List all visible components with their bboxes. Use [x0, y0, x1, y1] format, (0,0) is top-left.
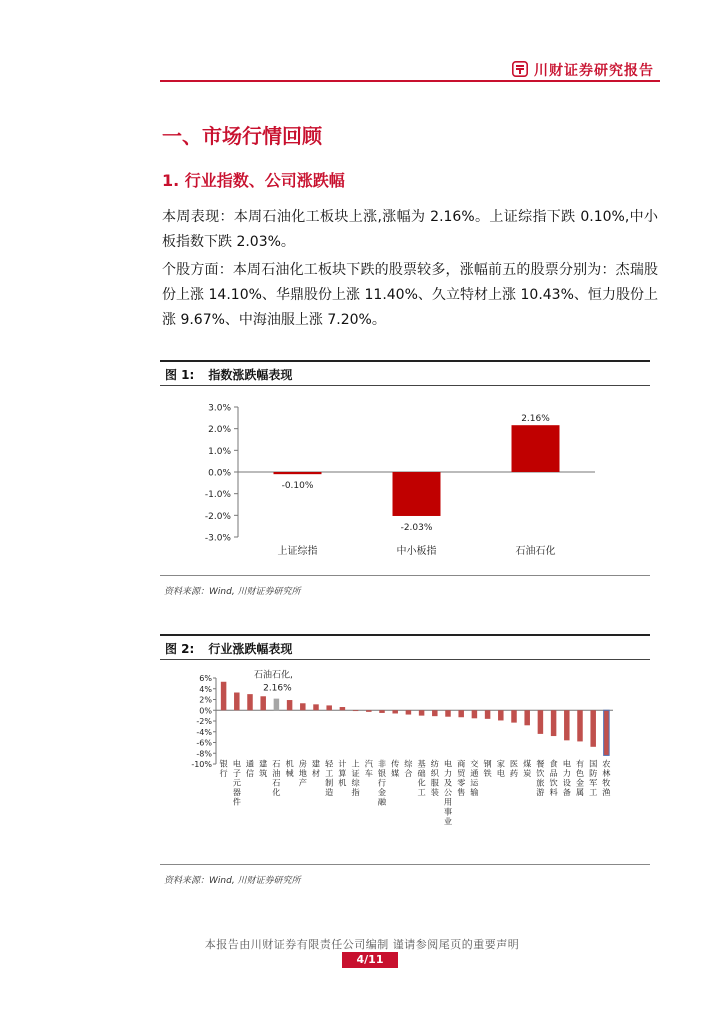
- data-label: -0.10%: [281, 481, 314, 492]
- bar-计算机: [340, 707, 346, 710]
- y-tick-label: 6%: [199, 674, 212, 683]
- bar-家电: [498, 710, 504, 720]
- x-category-label: 基础化工: [417, 758, 426, 798]
- y-tick-label: -2.0%: [204, 511, 231, 522]
- x-category-label: 通信: [245, 758, 255, 778]
- bar-石油石化: [274, 699, 280, 711]
- x-category-label: 电子元器件: [232, 758, 241, 807]
- y-tick-label: -6%: [196, 738, 212, 748]
- bar-银行: [221, 682, 227, 710]
- x-category-label: 家电: [496, 758, 505, 778]
- x-category-label: 煤炭: [523, 758, 532, 778]
- bar-电力设备: [564, 710, 570, 740]
- bar-房地产: [300, 703, 306, 710]
- bar-轻工制造: [326, 705, 332, 710]
- bar-中小板指: [393, 472, 441, 516]
- x-category-label: 上证综指: [277, 546, 318, 557]
- bar-农林牧渔: [604, 710, 610, 755]
- x-category-label: 房地产: [298, 758, 307, 788]
- figure2-source: 资料来源：Wind, 川财证券研究所: [164, 876, 301, 886]
- bar-煤炭: [524, 710, 530, 725]
- x-category-label: 建筑: [259, 758, 268, 778]
- bar-机械: [287, 700, 293, 710]
- x-category-label: 商贸零售: [457, 758, 466, 798]
- data-label: 2.16%: [521, 414, 550, 425]
- y-tick-label: -3.0%: [204, 533, 231, 544]
- bar-上证综指: [353, 710, 359, 711]
- figure1-source: 资料来源：Wind, 川财证券研究所: [164, 587, 301, 597]
- x-category-label: 计算机: [338, 758, 347, 788]
- x-category-label: 石油石化: [272, 758, 281, 798]
- x-category-label: 机械: [285, 758, 294, 778]
- figure1-header-rule: [160, 385, 650, 386]
- figure2-title-text: 行业涨跌幅表现: [208, 642, 293, 656]
- bar-餐饮旅游: [538, 710, 544, 734]
- figure1-top-rule: [160, 360, 650, 362]
- y-tick-label: -4%: [196, 727, 212, 737]
- bar-医药: [511, 710, 517, 722]
- section-title: 一、市场行情回顾: [162, 124, 322, 148]
- bar-建筑: [260, 696, 266, 710]
- header-brand: 川财证券研究报告: [534, 63, 654, 79]
- bar-建材: [313, 704, 319, 710]
- page-number: 4/11: [342, 952, 398, 968]
- x-category-label: 建材: [311, 758, 321, 778]
- y-tick-label: 1.0%: [208, 446, 231, 457]
- highlight-annotation-value: 2.16%: [263, 683, 292, 694]
- y-tick-label: -10%: [191, 760, 212, 769]
- x-category-label: 钢铁: [483, 758, 492, 778]
- y-tick-label: 0.0%: [208, 468, 231, 479]
- x-category-label: 纺织服装: [430, 758, 439, 798]
- data-label: -2.03%: [400, 522, 433, 533]
- figure2-header-rule: [160, 659, 650, 660]
- cai-logo-icon: [512, 61, 528, 77]
- bar-国防军工: [590, 710, 596, 747]
- figure1-bottom-rule: [160, 575, 650, 576]
- bar-电子元器件: [234, 693, 240, 711]
- figure1-title-text: 指数涨跌幅表现: [208, 368, 293, 382]
- x-category-label: 非银行金融: [377, 758, 387, 807]
- y-tick-label: 4%: [199, 684, 212, 694]
- figure1-title: [165, 366, 292, 383]
- paragraph-stock-performance: 个股方面：本周石油化工板块下跌的股票较多，涨幅前五的股票分别为：杰瑞股份上涨 14.10%、华鼎股份上涨 11.40%、久立特材上涨 10.43%、恒力股份上涨 9.67%、中海油服上涨 7.20%。: [162, 262, 658, 328]
- highlight-annotation-name: 石油石化,: [253, 670, 293, 681]
- x-category-label: 中小板指: [396, 546, 437, 557]
- footer-disclaimer: 本报告由川财证券有限责任公司编制 谨请参阅尾页的重要声明: [204, 938, 520, 951]
- bar-交通运输: [472, 710, 478, 718]
- figure2-label: 图 2:: [165, 642, 195, 656]
- bar-非银行金融: [379, 710, 385, 713]
- x-category-label: 农林牧渔: [602, 758, 611, 798]
- header-divider: [160, 80, 660, 82]
- x-category-label: 上证综指: [351, 758, 360, 798]
- bar-基础化工: [419, 710, 425, 715]
- x-category-label: 有色金属: [575, 758, 585, 798]
- figure2-bottom-rule: [160, 864, 650, 865]
- bar-综合: [406, 710, 412, 714]
- x-category-label: 电力及公用事业: [443, 758, 453, 826]
- bar-食品饮料: [551, 710, 557, 736]
- y-tick-label: -2%: [196, 717, 212, 726]
- bar-钢铁: [485, 710, 491, 719]
- x-category-label: 综合: [404, 758, 413, 778]
- x-category-label: 餐饮旅游: [536, 758, 545, 798]
- subsection-title: 1. 行业指数、公司涨跌幅: [162, 171, 345, 190]
- bar-石油石化: [512, 425, 560, 472]
- x-category-label: 传媒: [391, 758, 400, 778]
- bar-传媒: [392, 710, 398, 713]
- figure1-label: 图 1:: [165, 368, 195, 382]
- x-category-label: 银行: [219, 758, 228, 778]
- x-category-label: 电力设备: [562, 758, 571, 798]
- bar-汽车: [366, 710, 372, 712]
- y-tick-label: 3.0%: [208, 403, 231, 414]
- bar-通信: [247, 694, 253, 710]
- x-category-label: 交通运输: [470, 758, 479, 798]
- bar-纺织服装: [432, 710, 438, 716]
- figure2-title: [165, 640, 292, 657]
- x-category-label: 国防军工: [589, 758, 598, 798]
- x-category-label: 医药: [509, 758, 519, 778]
- y-tick-label: -1.0%: [204, 490, 231, 501]
- bar-上证综指: [274, 472, 322, 474]
- x-category-label: 轻工制造: [325, 758, 334, 798]
- x-category-label: 汽车: [364, 758, 373, 778]
- x-category-label: 石油石化: [515, 546, 556, 557]
- x-category-label: 食品饮料: [549, 758, 558, 798]
- y-tick-label: 2%: [199, 695, 212, 705]
- bar-电力及公用事业: [445, 710, 451, 716]
- paragraph-weekly-performance: 本周表现：本周石油化工板块上涨,涨幅为 2.16%。上证综指下跌 0.10%,中小板指数下跌 2.03%。: [162, 209, 658, 250]
- figure2-top-rule: [160, 634, 650, 636]
- bar-有色金属: [577, 710, 583, 741]
- bar-商贸零售: [458, 710, 464, 717]
- y-tick-label: -8%: [196, 749, 212, 759]
- y-tick-label: 0%: [199, 706, 212, 716]
- y-tick-label: 2.0%: [208, 425, 231, 436]
